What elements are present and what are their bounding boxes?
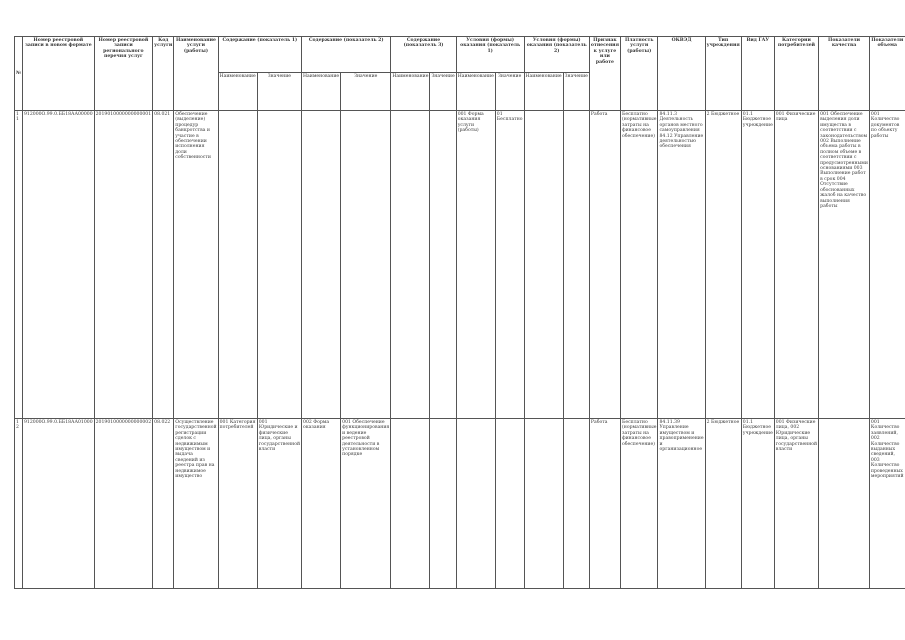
header-quality: Показатели качества bbox=[819, 37, 870, 111]
row-okved: 84.11.39 Управление имуществом и правоприменение и организационное bbox=[658, 419, 705, 589]
row-c3-name bbox=[391, 111, 430, 419]
row-c2-value: 001 Обеспечение функционирования и ведение реестровой деятельности в установленном порядке bbox=[341, 419, 391, 589]
header-f2-name: Наименование bbox=[524, 73, 563, 111]
row-name: Обеспечение (выделение) процедур банкротства и участие в обеспечении исполнения доли собственности bbox=[174, 111, 218, 419]
row-c3-value bbox=[430, 111, 456, 419]
header-c2-value: Значение bbox=[341, 73, 391, 111]
header-activity-type: Тип учреждения bbox=[705, 37, 741, 111]
row-volume: 001 Количество заявлений, 002 Количество выданных сведений, 003 Количество проведенных мероприятий bbox=[869, 419, 905, 589]
header-f1-value: Значение bbox=[495, 73, 524, 111]
row-activity-type: 2 Бюджетное bbox=[705, 111, 741, 419]
header-f1-name: Наименование bbox=[456, 73, 495, 111]
header-num: № bbox=[15, 37, 23, 111]
header-okved: ОКВЭД bbox=[658, 37, 705, 111]
row-okved: 84.11.3 Деятельность органов местного самоуправления 84.12 Управление деятельностью обеспечения bbox=[658, 111, 705, 419]
header-content-2: Содержание (показатель 2) bbox=[302, 37, 391, 73]
row-code: 08.021 bbox=[153, 111, 174, 419]
row-activity-type: 2 Бюджетное bbox=[705, 419, 741, 589]
row-f1-name bbox=[456, 419, 495, 589]
row-code: 08.022 bbox=[153, 419, 174, 589]
row-c1-name bbox=[218, 111, 257, 419]
row-c2-name bbox=[302, 111, 341, 419]
row-num: 1 1 bbox=[15, 111, 23, 419]
table-row bbox=[15, 111, 905, 419]
row-type: Работа bbox=[589, 111, 620, 419]
header-reg-num-region: Номер реестровой записи регионального перечня услуг bbox=[94, 37, 153, 111]
header-code: Код услуги bbox=[153, 37, 174, 111]
header-row-1 bbox=[15, 37, 905, 73]
header-type: Признак отнесения к услуге или работе bbox=[589, 37, 620, 111]
row-reg-num-region: 2019010000000000001 bbox=[94, 111, 153, 419]
header-content-3: Содержание (показатель 3) bbox=[391, 37, 456, 73]
row-f2-value bbox=[563, 419, 589, 589]
row-num: 1 2 bbox=[15, 419, 23, 589]
row-payment: Бесплатно (нормативные затраты на финансовое обеспечение) bbox=[620, 419, 658, 589]
header-volume: Показатели объема bbox=[869, 37, 905, 111]
row-f2-value bbox=[563, 111, 589, 419]
row-f1-value: 01 Бесплатно bbox=[495, 111, 524, 419]
row-c1-value: 001 Юридические и физические лица, органы государственной власти bbox=[257, 419, 301, 589]
header-activity-kind: Вид ГАУ bbox=[741, 37, 774, 111]
row-reg-num: 912000О.99.0.ББ18АА00000 bbox=[23, 111, 95, 419]
header-consumers: Категории потребителей bbox=[774, 37, 818, 111]
row-quality: 001 Обеспечение выделения доли имущества в соответствии с законодательством 002 Выполнение объема работы в полном объеме в соответствии с предусмотренными основаниями 003 Выполнение работ в срок 004 Отсутствие обоснованных жалоб на качество выполнения работы bbox=[819, 111, 870, 419]
row-activity-kind: 01.1 Бюджетное учреждение bbox=[741, 111, 774, 419]
row-c1-value bbox=[257, 111, 301, 419]
table-row bbox=[15, 419, 905, 589]
row-c2-name: 002 Форма оказания bbox=[302, 419, 341, 589]
row-f1-value bbox=[495, 419, 524, 589]
row-c2-value bbox=[341, 111, 391, 419]
row-f1-name: 001 Форма оказания услуги (работы) bbox=[456, 111, 495, 419]
header-conditions-1: Условия (формы) оказания (показатель 1) bbox=[456, 37, 524, 73]
row-quality bbox=[819, 419, 870, 589]
header-f2-value: Значение bbox=[563, 73, 589, 111]
row-volume: 001 Количество документов по объекту работы bbox=[869, 111, 905, 419]
header-content-1: Содержание (показатель 1) bbox=[218, 37, 301, 73]
header-reg-num: Номер реестровой записи в новом формате bbox=[23, 37, 95, 111]
row-c1-name: 001 Категория потребителей bbox=[218, 419, 257, 589]
row-c3-value bbox=[430, 419, 456, 589]
header-c1-name: Наименование bbox=[218, 73, 257, 111]
header-c2-name: Наименование bbox=[302, 73, 341, 111]
row-name: Осуществление государственной регистрации сделок с недвижимым имуществом и выдача сведений из реестра прав на недвижимое имущество bbox=[174, 419, 218, 589]
row-consumers: 001 Физические лица, 002 Юридические лица, органы государственной власти bbox=[774, 419, 818, 589]
row-c3-name bbox=[391, 419, 430, 589]
header-c3-name: Наименование bbox=[391, 73, 430, 111]
header-payment: Платность услуги (работы) bbox=[620, 37, 658, 111]
row-consumers: 001 Физические лица bbox=[774, 111, 818, 419]
row-reg-num-region: 2019010000000000002 bbox=[94, 419, 153, 589]
row-f2-name bbox=[524, 419, 563, 589]
row-reg-num: 912000О.99.0.ББ18АА01000 bbox=[23, 419, 95, 589]
row-type: Работа bbox=[589, 419, 620, 589]
document-sheet bbox=[14, 36, 905, 589]
header-c3-value: Значение bbox=[430, 73, 456, 111]
row-payment: Бесплатно (нормативные затраты на финансовое обеспечение) bbox=[620, 111, 658, 419]
header-conditions-2: Условия (формы) оказания (показатель 2) bbox=[524, 37, 589, 73]
row-f2-name bbox=[524, 111, 563, 419]
row-activity-kind: 01.1 Бюджетное учреждение bbox=[741, 419, 774, 589]
header-name: Наименование услуги (работы) bbox=[174, 37, 218, 111]
header-c1-value: Значение bbox=[257, 73, 301, 111]
services-table bbox=[14, 36, 905, 589]
